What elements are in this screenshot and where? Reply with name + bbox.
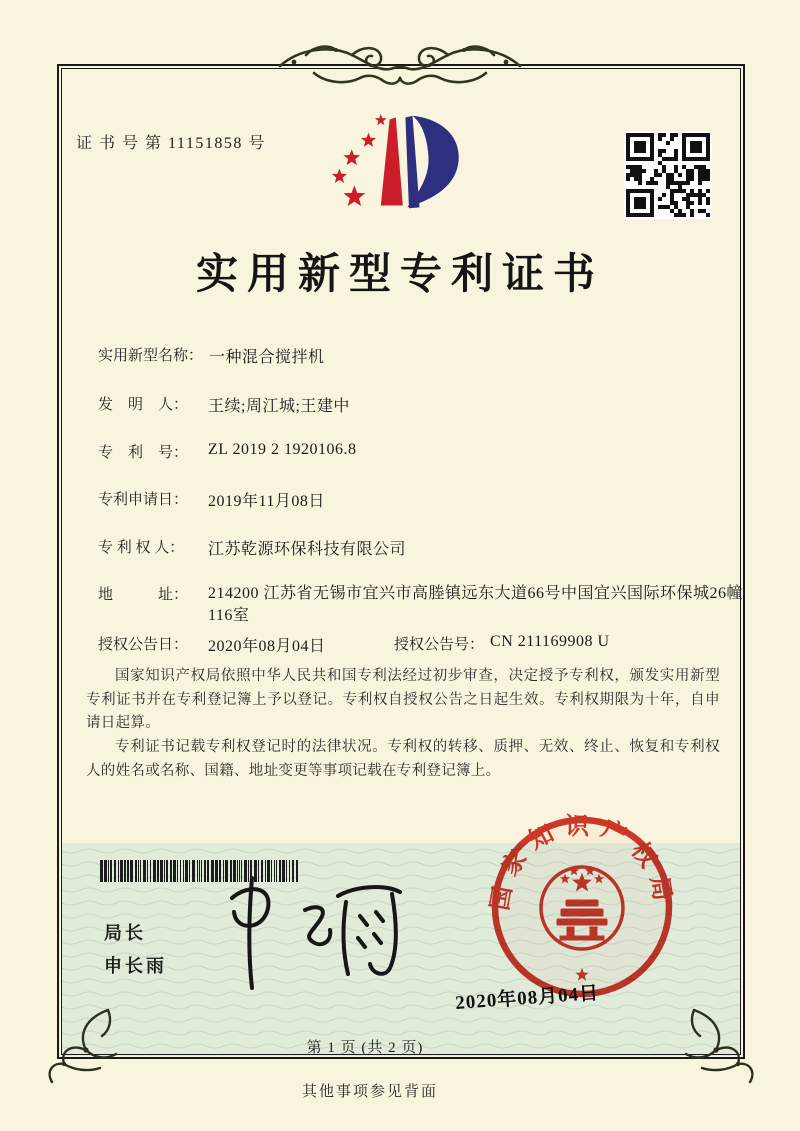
body-paragraph: 国家知识产权局依照中华人民共和国专利法经过初步审查，决定授予专利权，颁发实用新型专利证书并在专利登记簿上予以登记。专利权自授权公告之日起生效。专利权期限为十年，自申请日起算。	[86, 668, 720, 731]
field-value: ZL 2019 2 1920106.8	[208, 441, 357, 458]
field-patent-number	[98, 441, 356, 462]
qr-code	[624, 131, 712, 219]
field-value: 214200 江苏省无锡市宜兴市高塍镇远东大道66号中国宜兴国际环保城26幢116室	[208, 585, 744, 624]
field-grant-number	[394, 633, 610, 654]
field-value: 江苏乾源环保科技有限公司	[208, 541, 407, 558]
signer-role: 局长	[104, 923, 146, 943]
field-label: 专利申请日：	[98, 492, 189, 508]
page-number: 第 1 页 (共 2 页)	[306, 1040, 424, 1056]
seal-ring-text: 国家知识产权局	[487, 814, 677, 913]
field-label: 专 利 权 人：	[98, 540, 185, 556]
field-label: 实用新型名称：	[98, 348, 204, 364]
field-label: 地 址：	[98, 587, 189, 603]
field-grant-date	[98, 633, 326, 656]
field-label: 授权公告日：	[98, 637, 189, 653]
seal-date: 2020年08月04日	[454, 982, 600, 1014]
certificate-title: 实用新型专利证书	[195, 252, 604, 298]
field-address	[98, 583, 748, 627]
field-patentee	[98, 536, 406, 559]
field-label: 授权公告号：	[394, 637, 485, 653]
field-value: 2019年11月08日	[208, 493, 325, 510]
field-value: 一种混合搅拌机	[209, 349, 325, 366]
top-border-ornament-icon	[278, 40, 522, 92]
field-filing-date	[98, 488, 325, 511]
field-value: 2020年08月04日	[208, 638, 326, 655]
signer-name: 申长雨	[104, 956, 167, 976]
certificate-number: 证 书 号 第 11151858 号	[76, 135, 266, 152]
field-utility-model-name	[98, 344, 325, 367]
field-label: 专 利 号：	[98, 445, 189, 461]
back-side-note: 其他事项参见背面	[301, 1084, 438, 1100]
body-paragraph: 专利证书记载专利权登记时的法律状况。专利权的转移、质押、无效、终止、恢复和专利权人的姓名或名称、国籍、地址变更等事项记载在专利登记簿上。	[86, 739, 720, 779]
field-inventors	[98, 393, 350, 416]
field-value: 王续;周江城;王建中	[208, 398, 350, 415]
cnipa-logo-icon	[328, 106, 460, 218]
field-value: CN 211169908 U	[490, 633, 610, 650]
field-label: 发 明 人：	[98, 397, 189, 413]
signature-handwriting	[200, 868, 430, 1000]
